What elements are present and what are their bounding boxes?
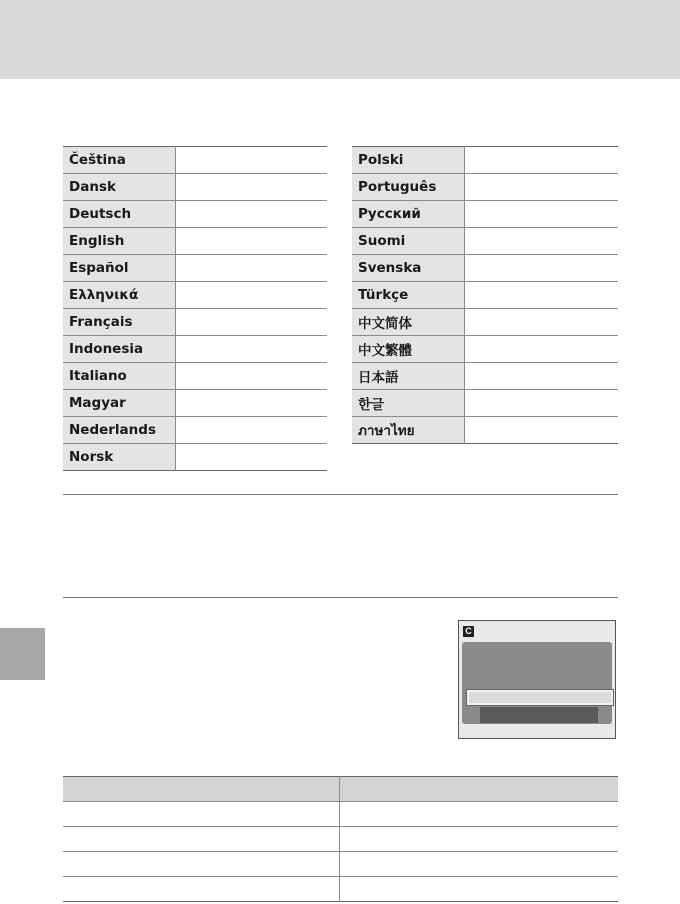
- table-cell: [63, 877, 340, 902]
- table-cell: [63, 852, 340, 877]
- table-row: [352, 147, 618, 174]
- language-name: Indonesia: [63, 336, 176, 363]
- language-name: Português: [352, 174, 465, 201]
- table-row: [63, 877, 618, 902]
- language-description: [176, 444, 328, 471]
- language-description: [465, 417, 619, 444]
- table-cell: [340, 827, 619, 852]
- table-row: [63, 363, 327, 390]
- language-description: [176, 336, 328, 363]
- language-description: [465, 174, 619, 201]
- language-name: Ελληνικά: [63, 282, 176, 309]
- language-name: Dansk: [63, 174, 176, 201]
- language-name: Suomi: [352, 228, 465, 255]
- language-name: Deutsch: [63, 201, 176, 228]
- table-row: [63, 174, 327, 201]
- section-side-tab: [0, 628, 45, 680]
- language-description: [465, 309, 619, 336]
- table-row: [63, 852, 618, 877]
- table-row: [352, 174, 618, 201]
- language-description: [465, 363, 619, 390]
- language-name: Polski: [352, 147, 465, 174]
- language-name: Français: [63, 309, 176, 336]
- table-row: [352, 417, 618, 444]
- screen-bottom-bar: [480, 707, 598, 723]
- table-header-cell: [340, 777, 619, 802]
- camera-screen-illustration: [458, 620, 616, 739]
- table-row: [63, 201, 327, 228]
- table-row: [63, 390, 327, 417]
- language-name: 한글: [352, 390, 465, 417]
- language-description: [176, 201, 328, 228]
- table-row: [352, 390, 618, 417]
- table-cell: [340, 852, 619, 877]
- language-description: [465, 228, 619, 255]
- language-description: [176, 417, 328, 444]
- table-cell: [63, 827, 340, 852]
- language-name: Русский: [352, 201, 465, 228]
- table-row: [352, 336, 618, 363]
- table-cell: [340, 877, 619, 902]
- table-row: [352, 201, 618, 228]
- header-band: [0, 0, 680, 79]
- language-description: [465, 147, 619, 174]
- language-description: [465, 390, 619, 417]
- table-row: [352, 363, 618, 390]
- language-name: Español: [63, 255, 176, 282]
- language-description: [465, 201, 619, 228]
- language-description: [176, 228, 328, 255]
- language-table-left: [63, 146, 327, 471]
- table-row: [63, 255, 327, 282]
- language-table-right: [352, 146, 618, 444]
- language-name: 中文繁體: [352, 336, 465, 363]
- table-row: [63, 309, 327, 336]
- language-name: Italiano: [63, 363, 176, 390]
- language-name: 日本語: [352, 363, 465, 390]
- language-description: [176, 363, 328, 390]
- table-header-cell: [63, 777, 340, 802]
- language-name: English: [63, 228, 176, 255]
- language-description: [176, 147, 328, 174]
- language-description: [176, 282, 328, 309]
- language-name: Svenska: [352, 255, 465, 282]
- screen-selection-bar: [467, 690, 613, 705]
- language-description: [465, 336, 619, 363]
- setup-menu-icon: C: [463, 626, 474, 637]
- table-row: [63, 282, 327, 309]
- table-row: [63, 417, 327, 444]
- table-row: [352, 228, 618, 255]
- language-name: Magyar: [63, 390, 176, 417]
- table-row: [63, 827, 618, 852]
- language-description: [176, 255, 328, 282]
- table-row: [63, 336, 327, 363]
- table-row: [352, 255, 618, 282]
- language-name: ภาษาไทย: [352, 417, 465, 444]
- language-description: [465, 282, 619, 309]
- language-name: Čeština: [63, 147, 176, 174]
- table-row: [352, 309, 618, 336]
- language-name: Türkçe: [352, 282, 465, 309]
- language-description: [465, 255, 619, 282]
- section-divider: [63, 597, 618, 598]
- language-name: Norsk: [63, 444, 176, 471]
- table-row: [63, 147, 327, 174]
- table-row: [63, 228, 327, 255]
- table-row: [352, 282, 618, 309]
- settings-table: [63, 776, 618, 902]
- language-description: [176, 174, 328, 201]
- table-header-row: [63, 777, 618, 802]
- table-row: [63, 802, 618, 827]
- screen-dialog-panel: [462, 642, 612, 724]
- language-description: [176, 390, 328, 417]
- language-description: [176, 309, 328, 336]
- section-divider: [63, 494, 618, 495]
- language-name: 中文简体: [352, 309, 465, 336]
- table-cell: [63, 802, 340, 827]
- table-row: [63, 444, 327, 471]
- language-name: Nederlands: [63, 417, 176, 444]
- table-cell: [340, 802, 619, 827]
